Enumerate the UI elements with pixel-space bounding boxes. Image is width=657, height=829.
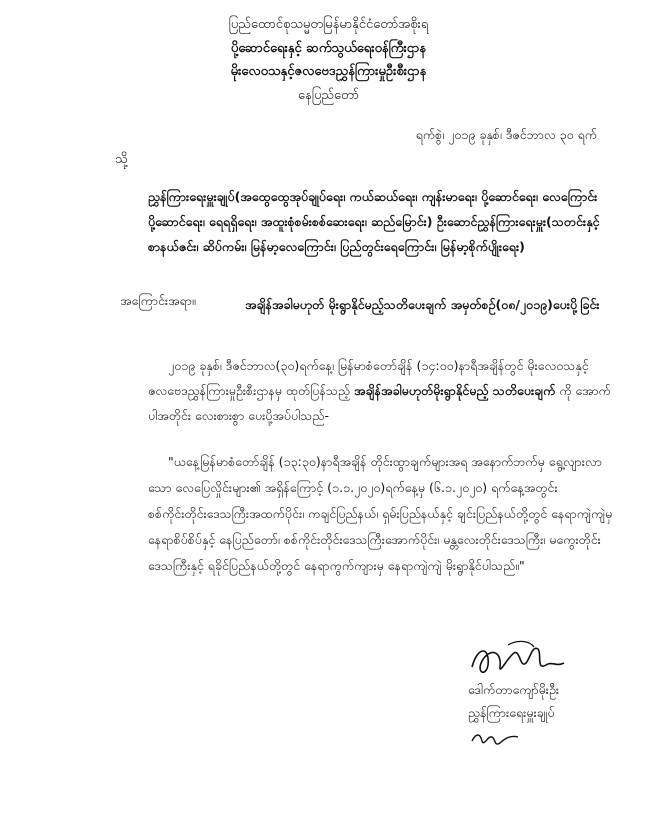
signer-name: ဒေါက်တာကျော်မိုးဦး bbox=[468, 682, 560, 697]
signer-title: ညွှန်ကြားရေးမှူးချုပ် bbox=[468, 705, 555, 720]
intro-end-text: ကို အောက်ပါအတိုင်း လေးစားစွာ ပေးပို့အပ်ပါသည်- bbox=[148, 383, 611, 423]
header-city: နေပြည်တော် bbox=[297, 88, 359, 103]
header-department: မိုးလေဝသနှင့်ဇလဗေဒညွှန်ကြားမှုဦးစီးဌာန bbox=[230, 64, 427, 79]
intro-text: ၂၀၁၉ ခုနှစ်၊ ဒီဇင်ဘာလ(၃၀)ရက်နေ့၊ မြန်မာစံတော်ချိန် (၁၄:၀၀)နာရီအချိန်တွင် မိုးလေဝသနှင့် ဇလဗေဒညွှန်ကြားမှုဦးစီးဌာနမှ ထုတ်ပြန်သည့် bbox=[148, 358, 589, 398]
forecast-quote: "ယနေ့မြန်မာစံတော်ချိန် (၁၃:၃၀)နာရီအချိန် တိုင်းထွာချက်များအရ အနောက်ဘက်မှ ရွေ့လျားလာသော လေပြေလှိုင်းများ၏ အရှိန်ကြောင့် (၁.၁.၂၀၂၀)ရက်နေ့မှ (၆.၁.၂၀၂၀) ရက်နေ့အတွင်း စစ်ကိုင်းတိုင်းဒေသကြီးအထက်ပိုင်း၊ ကချင်ပြည်နယ်၊ ရှမ်းပြည်နယ်နှင့် ချင်းပြည်နယ်တို့တွင် နေရာကျဲကျဲမှ နေရာစိပ်စိပ်နှင့် နေပြည်တော်၊ စစ်ကိုင်းတိုင်းဒေသကြီးအောက်ပိုင်း၊ မန္တလေးတိုင်းဒေသကြီး၊ မကွေးတိုင်းဒေသကြီးနှင့် ရခိုင်ပြည်နယ်တို့တွင် နေရာကွက်ကျားမှ နေရာကျဲကျဲ မိုးရွာနိုင်ပါသည်။" bbox=[148, 454, 613, 573]
letter-date: ရက်စွဲ၊ ၂၀၁၉ ခုနှစ်၊ ဒီဇင်ဘာလ ၃၀ ရက် bbox=[415, 127, 597, 142]
subject-text: အချိန်အခါမဟုတ် မိုးရွာနိုင်မည့်သတိပေးချက် အမှတ်စဉ်(၀၈/၂၀၁၉)ပေးပို့ခြင်း bbox=[245, 297, 600, 312]
to-label: သို့ bbox=[115, 152, 128, 167]
subject-label: အကြောင်းအရာ။ bbox=[120, 293, 196, 308]
intro-paragraph bbox=[148, 353, 618, 428]
recipients: ညွှန်ကြားရေးမှူးချုပ်(အထွေထွေအုပ်ချုပ်ရေး၊ ကယ်ဆယ်ရေး၊ ကျန်းမာရေး၊ ပို့ဆောင်ရေး၊ လေကြောင်းပို့ဆောင်ရေး၊ ရေရရှိရေး၊ အထူးစုံစမ်းစစ်ဆေးရေး၊ ဆည်မြောင်း) ဦးဆောင်ညွှန်ကြားရေးမှူး(သတင်းနှင့်စာနယ်ဇင်း၊ ဆိပ်ကမ်း၊ မြန်မာ့လေကြောင်း၊ ပြည်တွင်းရေကြောင်း၊ မြန်မာ့စိုက်ပျိုးရေး) bbox=[148, 189, 600, 254]
signature-mark bbox=[468, 637, 578, 681]
intro-bold-text: အချိန်အခါမဟုတ်မိုးရွာနိုင်မည့် သတိပေးချက် bbox=[354, 383, 556, 398]
header-government: ပြည်ထောင်စုသမ္မတမြန်မာနိုင်ငံတော်အစိုးရ bbox=[228, 17, 429, 32]
header-ministry: ပို့ဆောင်ရေးနှင့် ဆက်သွယ်ရေးဝန်ကြီးဌာန bbox=[230, 41, 427, 56]
initials-mark bbox=[470, 727, 520, 749]
